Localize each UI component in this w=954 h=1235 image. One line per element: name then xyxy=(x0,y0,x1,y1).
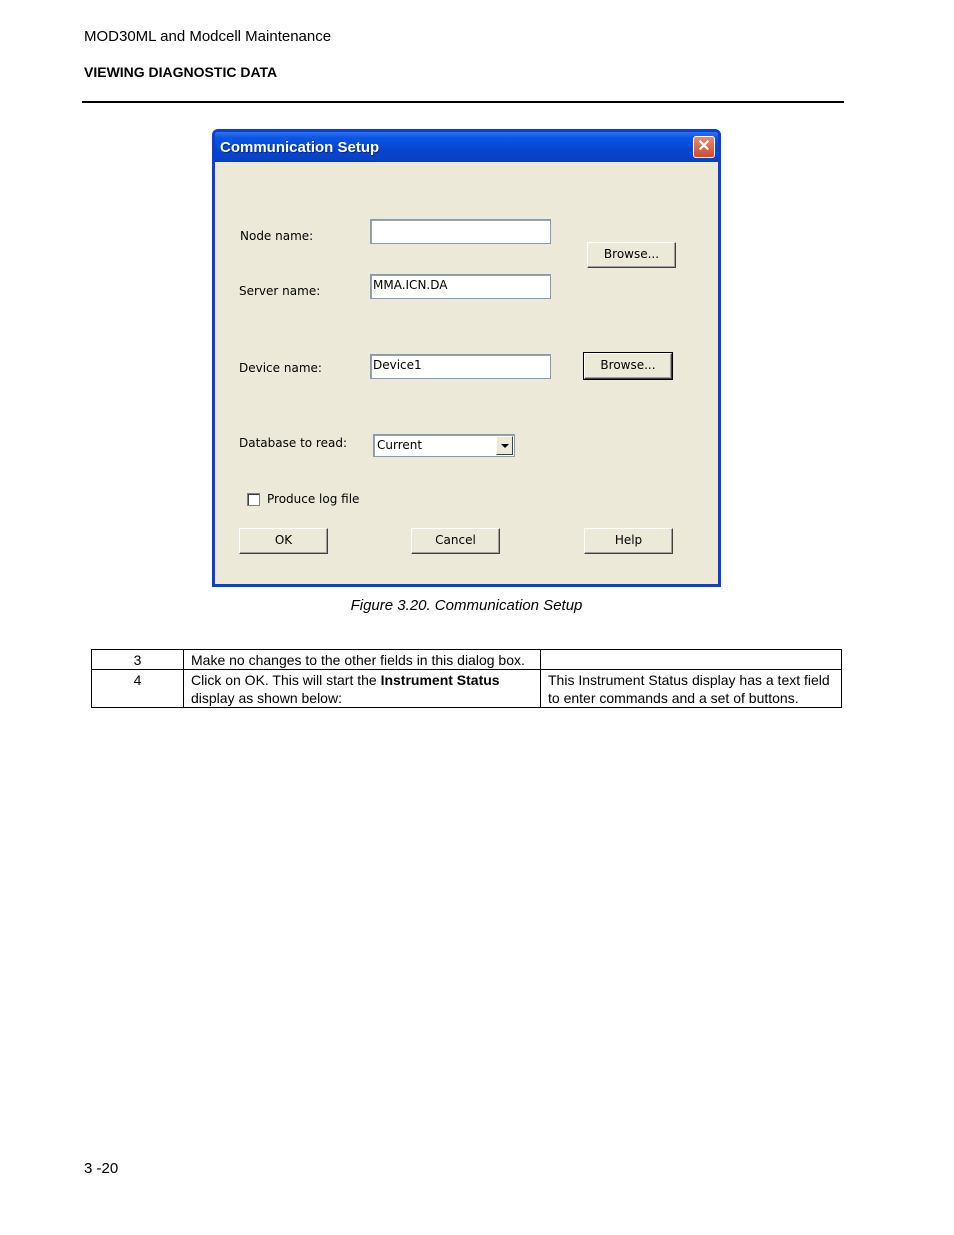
document-title: MOD30ML and Modcell Maintenance xyxy=(84,28,332,45)
database-select-value: Current xyxy=(377,438,423,452)
figure-caption: Figure 3.20. Communication Setup xyxy=(350,597,583,614)
dialog-title: Communication Setup xyxy=(220,139,380,156)
cancel-button[interactable]: Cancel xyxy=(411,528,500,554)
browse-node-button[interactable]: Browse... xyxy=(587,242,676,268)
dialog-titlebar[interactable] xyxy=(215,132,718,162)
help-button[interactable]: Help xyxy=(584,528,673,554)
server-name-field[interactable]: MMA.ICN.DA xyxy=(370,274,551,299)
step-text-before: Click on OK. This will start the xyxy=(191,672,381,688)
step-text-bold: Instrument Status xyxy=(380,672,500,688)
header-rule xyxy=(82,101,844,103)
table-row xyxy=(92,670,842,708)
ok-button[interactable]: OK xyxy=(239,528,328,554)
dialog-body xyxy=(215,162,718,584)
steps-table xyxy=(91,649,842,708)
produce-log-label: Produce log file xyxy=(267,492,360,506)
chevron-down-icon[interactable] xyxy=(496,436,513,455)
device-name-label: Device name: xyxy=(239,361,322,375)
step-number: 4 xyxy=(92,670,184,708)
server-name-label: Server name: xyxy=(239,284,321,298)
node-name-label: Node name: xyxy=(240,229,314,243)
close-icon[interactable]: ✕ xyxy=(693,136,715,158)
table-row xyxy=(92,650,842,670)
step-instruction: Make no changes to the other fields in this dialog box. xyxy=(184,650,541,670)
node-name-field[interactable] xyxy=(370,219,551,244)
step-note xyxy=(541,650,842,670)
communication-setup-dialog xyxy=(212,129,721,587)
database-select[interactable] xyxy=(373,434,515,457)
browse-device-button[interactable]: Browse... xyxy=(584,353,672,379)
step-note: This Instrument Status display has a text field to enter commands and a set of buttons. xyxy=(541,670,842,708)
step-instruction xyxy=(184,670,541,708)
produce-log-checkbox[interactable] xyxy=(247,493,260,506)
device-name-field[interactable]: Device1 xyxy=(370,354,551,379)
page-number: 3 -20 xyxy=(84,1160,119,1177)
step-number: 3 xyxy=(92,650,184,670)
database-label: Database to read: xyxy=(239,436,347,450)
section-title: VIEWING DIAGNOSTIC DATA xyxy=(84,64,278,80)
step-text-after: display as shown below: xyxy=(191,690,342,706)
